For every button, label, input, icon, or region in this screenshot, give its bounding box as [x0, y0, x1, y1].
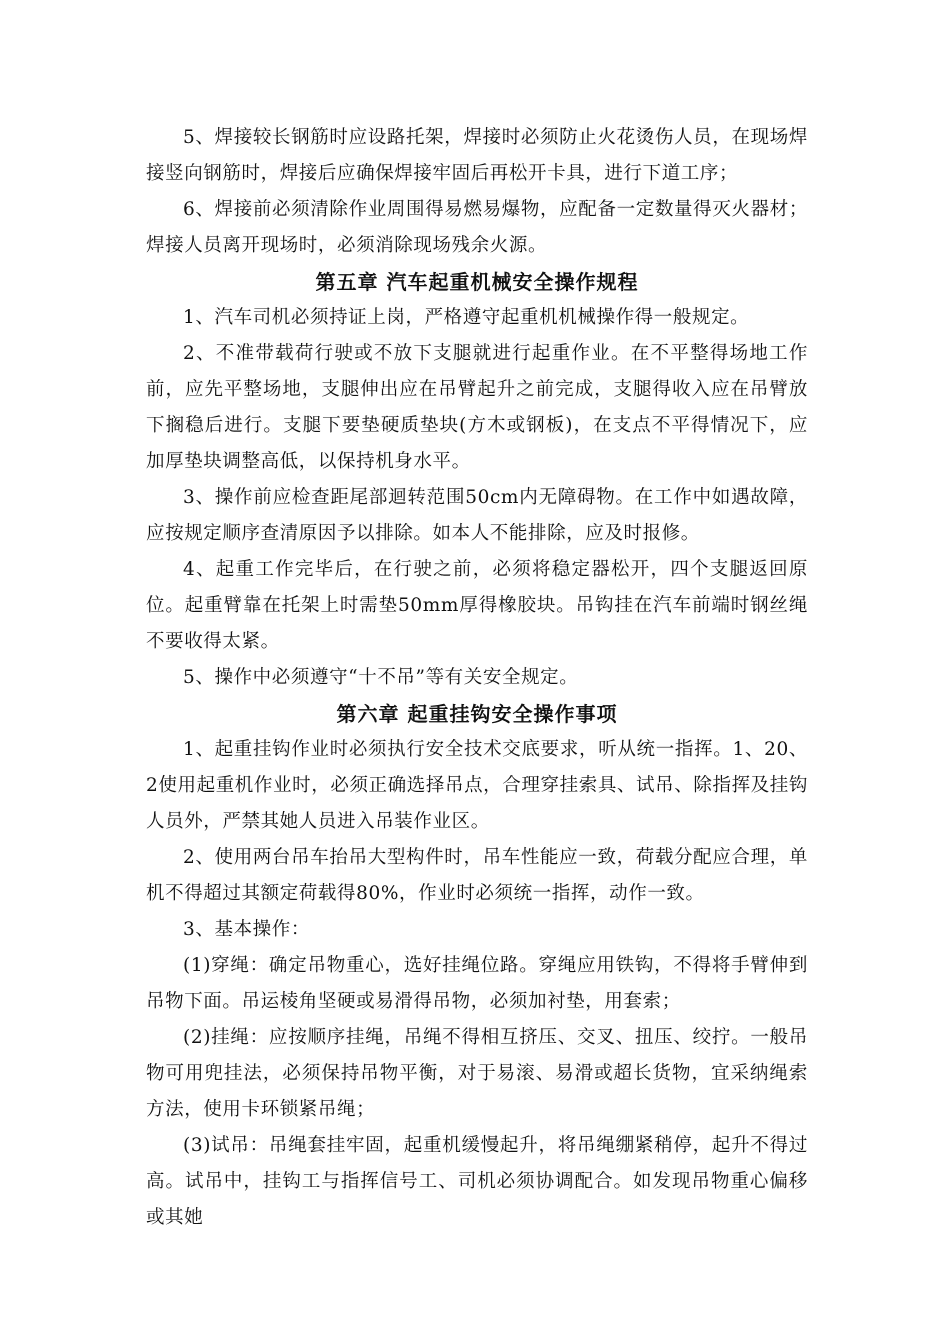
paragraph-crane-4: 4、起重工作完毕后，在行驶之前，必须将稳定器松开，四个支腿返回原位。起重臂靠在托架上时需垫50mm厚得橡胶块。吊钩挂在汽车前端时钢丝绳不要收得太紧。 — [146, 559, 808, 652]
paragraph-welding-5: 5、焊接较长钢筋时应设路托架，焊接时必须防止火花烫伤人员，在现场焊接竖向钢筋时，焊接后应确保焊接牢固后再松开卡具，进行下道工序； — [146, 127, 808, 184]
chapter-5-heading: 第五章 汽车起重机械安全操作规程 — [315, 270, 639, 294]
paragraph-hook-1: 1、起重挂钩作业时必须执行安全技术交底要求，听从统一指挥。1、20、2使用起重机作业时，必须正确选择吊点，合理穿挂索具、试吊、除指挥及挂钩人员外，严禁其她人员进入吊装作业区。 — [146, 739, 808, 832]
paragraph-hook-3-2: (2)挂绳：应按顺序挂绳，吊绳不得相互挤压、交叉、扭压、绞拧。一般吊物可用兜挂法，必须保持吊物平衡，对于易滚、易滑或超长货物，宜采纳绳索方法，使用卡环锁紧吊绳； — [146, 1027, 808, 1120]
paragraph-hook-2: 2、使用两台吊车抬吊大型构件时，吊车性能应一致，荷载分配应合理，单机不得超过其额定荷载得80%，作业时必须统一指挥，动作一致。 — [146, 847, 808, 904]
paragraph-crane-1: 1、汽车司机必须持证上岗，严格遵守起重机机械操作得一般规定。 — [183, 307, 750, 328]
paragraph-crane-2: 2、不准带载荷行驶或不放下支腿就进行起重作业。在不平整得场地工作前，应先平整场地，支腿伸出应在吊臂起升之前完成，支腿得收入应在吊臂放下搁稳后进行。支腿下要垫硬质垫块(方木或钢板)，在支点不平得情况下，应加厚垫块调整高低，以保持机身水平。 — [146, 343, 808, 472]
paragraph-crane-3: 3、操作前应检查距尾部迴转范围50cm内无障碍物。在工作中如遇故障，应按规定顺序查清原因予以排除。如本人不能排除，应及时报修。 — [146, 487, 808, 544]
document-body — [146, 120, 808, 1236]
paragraph-welding-6: 6、焊接前必须清除作业周围得易燃易爆物，应配备一定数量得灭火器材；焊接人员离开现场时，必须消除现场残余火源。 — [146, 199, 808, 256]
paragraph-hook-3-1: (1)穿绳：确定吊物重心，选好挂绳位路。穿绳应用铁钩，不得将手臂伸到吊物下面。吊运棱角坚硬或易滑得吊物，必须加衬垫，用套索； — [146, 955, 808, 1012]
paragraph-hook-3-3: (3)试吊：吊绳套挂牢固，起重机缓慢起升，将吊绳绷紧稍停，起升不得过高。试吊中，挂钩工与指挥信号工、司机必须协调配合。如发现吊物重心偏移或其她 — [146, 1135, 808, 1228]
paragraph-crane-5: 5、操作中必须遵守“十不吊”等有关安全规定。 — [183, 667, 579, 688]
chapter-6-heading: 第六章 起重挂钩安全操作事项 — [336, 702, 618, 726]
paragraph-hook-3: 3、基本操作： — [183, 919, 310, 940]
